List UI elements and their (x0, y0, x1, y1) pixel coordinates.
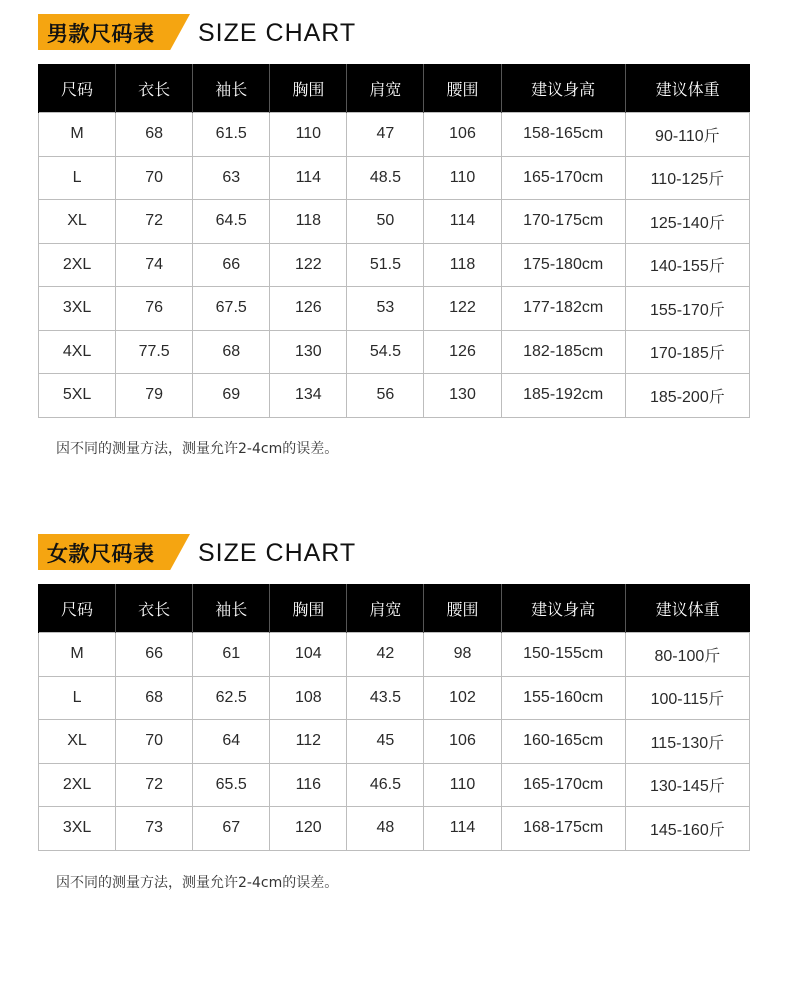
table-cell: 170-185斤 (625, 330, 749, 374)
table-cell: 2XL (39, 243, 116, 287)
table-cell: 48.5 (347, 156, 424, 200)
table-cell: 70 (116, 720, 193, 764)
table-cell: 53 (347, 287, 424, 331)
table-cell: 70 (116, 156, 193, 200)
table-cell: 177-182cm (501, 287, 625, 331)
table-cell: 80-100斤 (625, 633, 749, 677)
table-row (39, 763, 750, 807)
table-cell: 115-130斤 (625, 720, 749, 764)
table-cell: 112 (270, 720, 347, 764)
table-cell: 110-125斤 (625, 156, 749, 200)
table-row (39, 200, 750, 244)
table-cell: 130 (424, 374, 501, 418)
men-header-height: 建议身高 (501, 64, 625, 113)
women-header-sleeve: 袖长 (193, 584, 270, 633)
table-cell: 66 (116, 633, 193, 677)
women-header-row (39, 584, 750, 633)
table-cell: 64 (193, 720, 270, 764)
table-cell: 68 (193, 330, 270, 374)
table-row (39, 287, 750, 331)
table-cell: 118 (424, 243, 501, 287)
men-header-waist: 腰围 (424, 64, 501, 113)
table-cell: 175-180cm (501, 243, 625, 287)
table-cell: 134 (270, 374, 347, 418)
table-cell: 158-165cm (501, 113, 625, 157)
table-cell: 65.5 (193, 763, 270, 807)
table-cell: 182-185cm (501, 330, 625, 374)
table-cell: 74 (116, 243, 193, 287)
table-cell: 185-200斤 (625, 374, 749, 418)
table-cell: 155-170斤 (625, 287, 749, 331)
table-cell: 104 (270, 633, 347, 677)
table-cell: 45 (347, 720, 424, 764)
women-title-en: SIZE CHART (198, 539, 357, 567)
table-cell: 126 (424, 330, 501, 374)
table-cell: 76 (116, 287, 193, 331)
table-cell: M (39, 113, 116, 157)
men-header-shoulder: 肩宽 (347, 64, 424, 113)
table-row (39, 243, 750, 287)
table-cell: 155-160cm (501, 676, 625, 720)
table-row (39, 676, 750, 720)
table-cell: 73 (116, 807, 193, 851)
table-cell: 64.5 (193, 200, 270, 244)
table-cell: XL (39, 200, 116, 244)
table-cell: 110 (424, 156, 501, 200)
table-cell: 114 (270, 156, 347, 200)
men-header-size: 尺码 (39, 64, 116, 113)
table-row (39, 374, 750, 418)
table-cell: 114 (424, 807, 501, 851)
table-row (39, 330, 750, 374)
table-cell: 100-115斤 (625, 676, 749, 720)
table-cell: 5XL (39, 374, 116, 418)
table-cell: 54.5 (347, 330, 424, 374)
table-cell: 46.5 (347, 763, 424, 807)
table-cell: 168-175cm (501, 807, 625, 851)
table-cell: 165-170cm (501, 156, 625, 200)
table-cell: 4XL (39, 330, 116, 374)
women-header-chest: 胸围 (270, 584, 347, 633)
men-title-en: SIZE CHART (198, 19, 357, 47)
table-cell: 47 (347, 113, 424, 157)
men-header-weight: 建议体重 (625, 64, 749, 113)
table-cell: 51.5 (347, 243, 424, 287)
table-cell: 72 (116, 763, 193, 807)
table-cell: 3XL (39, 807, 116, 851)
table-row (39, 156, 750, 200)
table-cell: 69 (193, 374, 270, 418)
table-cell: 185-192cm (501, 374, 625, 418)
table-cell: M (39, 633, 116, 677)
table-cell: 67 (193, 807, 270, 851)
men-title-cn: 男款尺码表 (47, 22, 155, 46)
table-cell: 140-155斤 (625, 243, 749, 287)
table-cell: 42 (347, 633, 424, 677)
table-row (39, 807, 750, 851)
table-row (39, 720, 750, 764)
men-title-row (38, 14, 758, 50)
table-cell: 106 (424, 720, 501, 764)
table-cell: 170-175cm (501, 200, 625, 244)
table-cell: 43.5 (347, 676, 424, 720)
table-cell: 61 (193, 633, 270, 677)
table-cell: 56 (347, 374, 424, 418)
table-cell: 130 (270, 330, 347, 374)
women-header-height: 建议身高 (501, 584, 625, 633)
table-cell: 145-160斤 (625, 807, 749, 851)
table-cell: 90-110斤 (625, 113, 749, 157)
table-cell: 48 (347, 807, 424, 851)
women-title-cn: 女款尺码表 (47, 542, 155, 566)
table-cell: 77.5 (116, 330, 193, 374)
men-header-row (39, 64, 750, 113)
table-cell: 125-140斤 (625, 200, 749, 244)
table-cell: 3XL (39, 287, 116, 331)
table-cell: 72 (116, 200, 193, 244)
table-cell: 66 (193, 243, 270, 287)
table-cell: 110 (270, 113, 347, 157)
table-cell: 122 (270, 243, 347, 287)
table-cell: 67.5 (193, 287, 270, 331)
table-cell: 126 (270, 287, 347, 331)
table-cell: 150-155cm (501, 633, 625, 677)
table-cell: 68 (116, 113, 193, 157)
women-header-length: 衣长 (116, 584, 193, 633)
women-title-row (38, 534, 758, 570)
table-cell: 108 (270, 676, 347, 720)
table-cell: 2XL (39, 763, 116, 807)
men-size-table (38, 64, 750, 418)
table-cell: 50 (347, 200, 424, 244)
women-header-size: 尺码 (39, 584, 116, 633)
table-cell: 61.5 (193, 113, 270, 157)
women-size-table (38, 584, 750, 851)
table-cell: 62.5 (193, 676, 270, 720)
women-header-shoulder: 肩宽 (347, 584, 424, 633)
table-cell: 79 (116, 374, 193, 418)
table-cell: 63 (193, 156, 270, 200)
table-cell: 160-165cm (501, 720, 625, 764)
table-cell: 68 (116, 676, 193, 720)
table-cell: L (39, 676, 116, 720)
table-cell: 130-145斤 (625, 763, 749, 807)
table-cell: 114 (424, 200, 501, 244)
table-cell: L (39, 156, 116, 200)
table-cell: XL (39, 720, 116, 764)
women-header-waist: 腰围 (424, 584, 501, 633)
men-header-length: 衣长 (116, 64, 193, 113)
men-header-chest: 胸围 (270, 64, 347, 113)
table-cell: 118 (270, 200, 347, 244)
women-measurement-note: 因不同的测量方法，测量允许2-4cm的误差。 (56, 875, 339, 891)
table-cell: 98 (424, 633, 501, 677)
men-measurement-note: 因不同的测量方法，测量允许2-4cm的误差。 (56, 441, 339, 457)
men-header-sleeve: 袖长 (193, 64, 270, 113)
table-cell: 120 (270, 807, 347, 851)
table-cell: 122 (424, 287, 501, 331)
table-cell: 106 (424, 113, 501, 157)
table-row (39, 113, 750, 157)
table-row (39, 633, 750, 677)
table-cell: 165-170cm (501, 763, 625, 807)
women-header-weight: 建议体重 (625, 584, 749, 633)
table-cell: 116 (270, 763, 347, 807)
table-cell: 110 (424, 763, 501, 807)
table-cell: 102 (424, 676, 501, 720)
